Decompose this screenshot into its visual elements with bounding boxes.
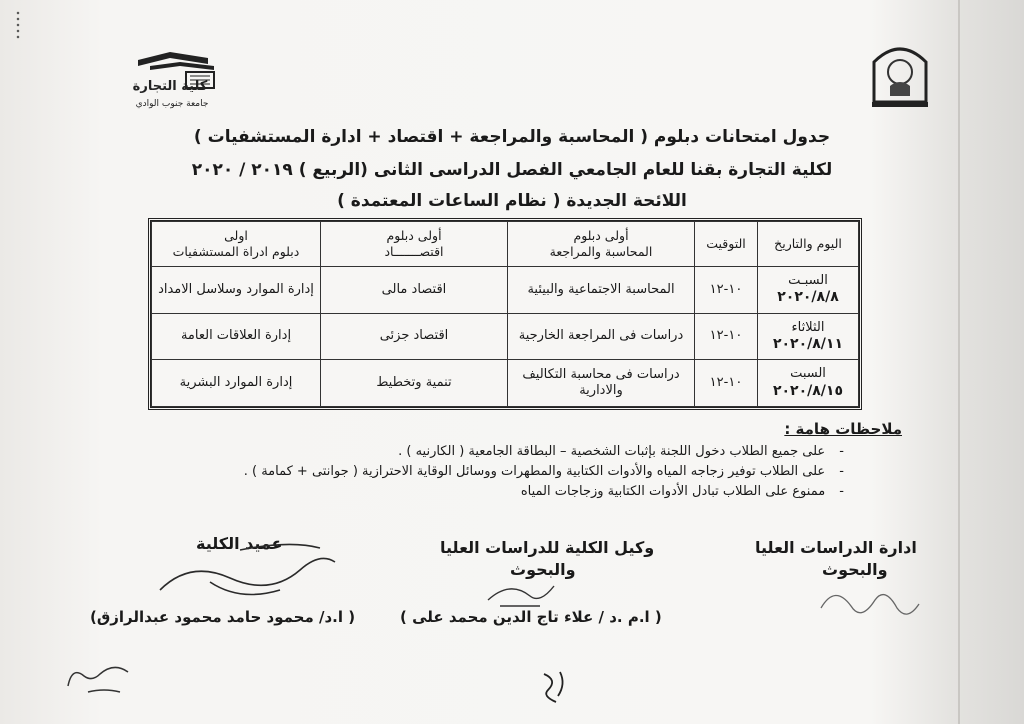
dean-title: عميد الكلية <box>196 534 283 553</box>
cell-date: ٢٠٢٠/٨/١٥ <box>772 382 844 399</box>
vice-dean-title: وكيل الكلية للدراسات العليا <box>440 538 655 557</box>
cell-day: السبت <box>790 366 826 382</box>
header-hospitals-line1: اولى <box>224 228 248 244</box>
list-item: - على جميع الطلاب دخول اللجنة بإثبات الشخصية – البطاقة الجامعية ( الكارنيه ) . <box>244 442 844 462</box>
page-fold-shadow <box>958 0 960 724</box>
table-header-row <box>152 222 859 267</box>
cell-economics: تنمية وتخطيط <box>321 360 508 407</box>
table-row <box>152 313 859 360</box>
cell-date: ٢٠٢٠/٨/٨ <box>777 289 839 306</box>
page-title: جدول امتحانات دبلوم ( المحاسبة والمراجعة + اقتصاد + ادارة المستشفيات ) <box>193 127 831 147</box>
cell-time: ١٠-١٢ <box>695 360 758 407</box>
binding-holes <box>14 10 22 40</box>
cell-hospitals: إدارة الموارد وسلاسل الامداد <box>152 267 321 314</box>
header-hospitals <box>152 222 321 267</box>
cell-day-date <box>758 313 859 360</box>
cell-economics: اقتصاد جزئى <box>321 313 508 360</box>
exam-schedule-table <box>148 218 862 410</box>
page-subtitle-term: لكلية التجارة بقنا للعام الجامعي الفصل الدراسى الثانى (الربيع ) ٢٠١٩ / ٢٠٢٠ <box>191 160 833 180</box>
cell-accounting: المحاسبة الاجتماعية والبيئية <box>508 267 695 314</box>
cell-accounting: دراسات فى محاسبة التكاليف والادارية <box>508 360 695 407</box>
cell-economics: اقتصاد مالى <box>321 267 508 314</box>
cell-day: السبـت <box>788 272 828 288</box>
dean-signature-icon <box>150 540 340 610</box>
cell-hospitals: إدارة الموارد البشرية <box>152 360 321 407</box>
header-economics-line1: أولى دبلوم <box>386 228 442 244</box>
notes-heading: ملاحظات هامة : <box>784 420 902 438</box>
vice-dean-signature-icon <box>480 572 560 612</box>
table-row <box>152 360 859 407</box>
header-time: التوقيت <box>695 222 758 267</box>
header-day-date: اليوم والتاريخ <box>758 222 859 267</box>
header-economics-line2: اقتصـــــــاد <box>384 244 444 259</box>
cell-day-date <box>758 267 859 314</box>
notes-list <box>244 442 844 502</box>
vice-dean-title-line2: والبحوث <box>510 560 576 579</box>
university-seal-icon <box>868 42 932 110</box>
faculty-logo-icon <box>130 50 222 112</box>
dept-signature-icon <box>815 578 925 628</box>
page-subtitle-regulation: اللائحة الجديدة ( نظام الساعات المعتمدة ) <box>337 191 687 211</box>
cell-accounting: دراسات فى المراجعة الخارجية <box>508 313 695 360</box>
vice-dean-name: ( ا.م .د / علاء تاج الدين محمد على ) <box>400 608 662 626</box>
list-item: - ممنوع على الطلاب تبادل الأدوات الكتابية وزجاجات المياه <box>244 482 844 502</box>
dept-title: ادارة الدراسات العليا <box>755 538 917 557</box>
header-accounting-line1: أولى دبلوم <box>573 228 629 244</box>
faculty-logo-text: كلية التجارة <box>132 79 208 94</box>
list-item: - على الطلاب توفير زجاجه المياه والأدوات الكتابية والمطهرات ووسائل الوقاية الاحترازية ( جوانتى + كمامة ) . <box>244 462 844 482</box>
dean-name: ( ا.د/ محمود حامد محمود عبدالرازق) <box>90 608 356 626</box>
header-hospitals-line2: دبلوم ادراة المستشفيات <box>172 244 300 259</box>
header-accounting <box>508 222 695 267</box>
cell-date: ٢٠٢٠/٨/١١ <box>772 335 844 352</box>
cell-hospitals: إدارة العلاقات العامة <box>152 313 321 360</box>
dept-title-line2: والبحوث <box>822 560 888 579</box>
cell-day: الثلاثاء <box>791 319 825 335</box>
header-economics <box>321 222 508 267</box>
page-mark-scribble-icon <box>538 666 572 710</box>
cell-time: ١٠-١٢ <box>695 313 758 360</box>
table-row <box>152 267 859 314</box>
initials-scribble-icon <box>58 652 138 698</box>
cell-day-date <box>758 360 859 407</box>
faculty-logo-subtext: جامعة جنوب الوادي <box>135 99 209 109</box>
cell-time: ١٠-١٢ <box>695 267 758 314</box>
header-accounting-line2: المحاسبة والمراجعة <box>549 244 653 259</box>
